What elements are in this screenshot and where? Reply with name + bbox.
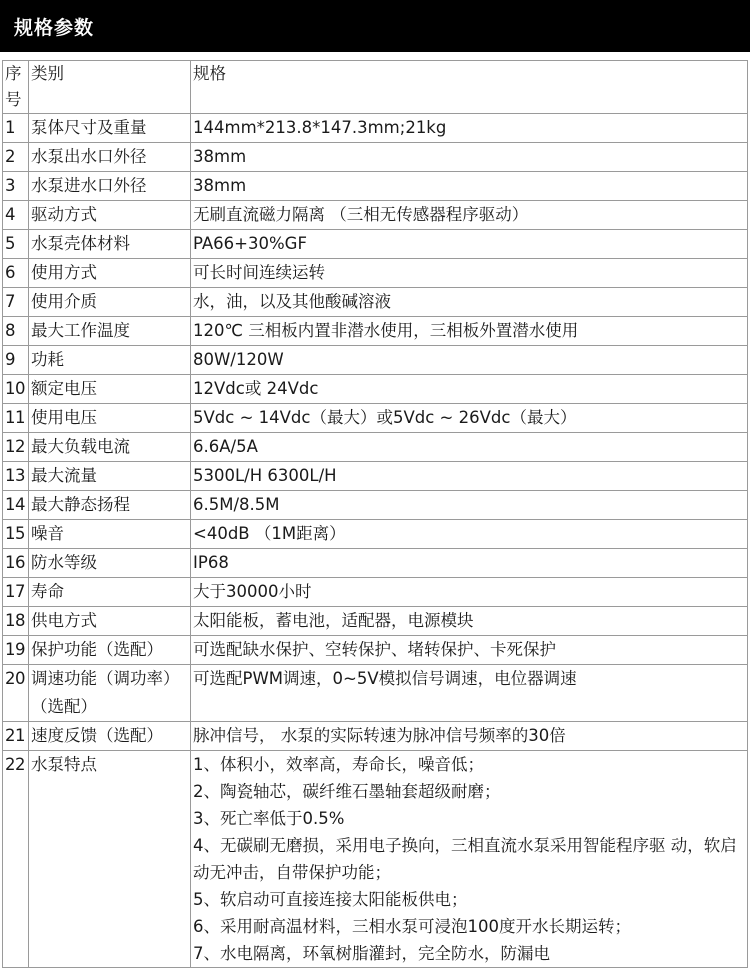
row-no: 9 [3, 346, 29, 375]
row-spec: IP68 [191, 549, 748, 578]
section-title: 规格参数 [14, 17, 95, 39]
row-category: 泵体尺寸及重量 [29, 114, 191, 143]
table-row [3, 201, 748, 230]
row-no: 17 [3, 578, 29, 607]
table-row [3, 288, 748, 317]
table-row [3, 404, 748, 433]
row-spec: 5Vdc ~ 14Vdc（最大）或5Vdc ~ 26Vdc（最大） [191, 404, 748, 433]
row-category: 最大静态扬程 [29, 491, 191, 520]
row-spec: 可长时间连续运转 [191, 259, 748, 288]
row-category: 驱动方式 [29, 201, 191, 230]
row-no: 16 [3, 549, 29, 578]
row-spec: 12Vdc或 24Vdc [191, 375, 748, 404]
row-no: 10 [3, 375, 29, 404]
table-row [3, 433, 748, 462]
table-row [3, 549, 748, 578]
row-no: 19 [3, 636, 29, 665]
feature-item: 2、陶瓷轴芯，碳纤维石墨轴套超级耐磨； [193, 782, 501, 801]
table-header-row [3, 61, 748, 114]
row-category: 防水等级 [29, 549, 191, 578]
row-spec: 脉冲信号， 水泵的实际转速为脉冲信号频率的30倍 [191, 722, 748, 751]
row-category: 最大工作温度 [29, 317, 191, 346]
header-category: 类别 [29, 61, 191, 114]
table-row [3, 636, 748, 665]
row-category: 保护功能（选配） [29, 636, 191, 665]
row-category: 最大负载电流 [29, 433, 191, 462]
row-category: 供电方式 [29, 607, 191, 636]
row-no: 14 [3, 491, 29, 520]
row-no: 8 [3, 317, 29, 346]
spec-table-body [3, 61, 748, 968]
header-no: 序号 [3, 61, 29, 114]
table-row [3, 491, 748, 520]
row-no: 4 [3, 201, 29, 230]
row-no: 15 [3, 520, 29, 549]
row-spec: 无刷直流磁力隔离 （三相无传感器程序驱动） [191, 201, 748, 230]
section-banner [0, 0, 750, 52]
row-no: 6 [3, 259, 29, 288]
row-spec: 太阳能板，蓄电池，适配器，电源模块 [191, 607, 748, 636]
row-category: 调速功能（调功率）（选配） [29, 665, 191, 722]
row-category: 最大流量 [29, 462, 191, 491]
feature-item: 1、体积小，效率高，寿命长，噪音低； [193, 755, 484, 774]
row-spec: PA66+30%GF [191, 230, 748, 259]
feature-item: 5、软启动可直接连接太阳能板供电； [193, 890, 468, 909]
table-row-features [3, 751, 748, 968]
spec-table [2, 60, 748, 968]
row-no: 12 [3, 433, 29, 462]
table-row [3, 578, 748, 607]
row-spec: 120℃ 三相板内置非潜水使用，三相板外置潜水使用 [191, 317, 748, 346]
row-spec: <40dB （1M距离） [191, 520, 748, 549]
feature-item: 4、无碳刷无磨损，采用电子换向，三相直流水泵采用智能程序驱 动，软启动无冲击，自带保护功能； [193, 836, 737, 882]
row-spec: 5300L/H 6300L/H [191, 462, 748, 491]
table-row [3, 520, 748, 549]
table-row [3, 722, 748, 751]
row-spec: 144mm*213.8*147.3mm;21kg [191, 114, 748, 143]
row-category: 功耗 [29, 346, 191, 375]
features-list [191, 751, 748, 968]
row-spec: 38mm [191, 172, 748, 201]
table-row [3, 317, 748, 346]
table-row [3, 607, 748, 636]
row-spec: 38mm [191, 143, 748, 172]
table-row [3, 114, 748, 143]
row-spec: 水，油，以及其他酸碱溶液 [191, 288, 748, 317]
row-no: 3 [3, 172, 29, 201]
spec-table-container [2, 60, 747, 968]
row-no: 20 [3, 665, 29, 722]
table-row [3, 665, 748, 722]
row-spec: 6.5M/8.5M [191, 491, 748, 520]
row-spec: 大于30000小时 [191, 578, 748, 607]
row-category: 噪音 [29, 520, 191, 549]
table-row [3, 230, 748, 259]
feature-item: 6、采用耐高温材料，三相水泵可浸泡100度开水长期运转； [193, 917, 631, 936]
row-category: 使用电压 [29, 404, 191, 433]
table-row [3, 346, 748, 375]
row-spec: 80W/120W [191, 346, 748, 375]
row-spec: 6.6A/5A [191, 433, 748, 462]
table-row [3, 172, 748, 201]
row-no: 21 [3, 722, 29, 751]
row-spec: 可选配缺水保护、空转保护、堵转保护、卡死保护 [191, 636, 748, 665]
table-row [3, 259, 748, 288]
row-category: 速度反馈（选配） [29, 722, 191, 751]
row-category: 水泵壳体材料 [29, 230, 191, 259]
table-row [3, 143, 748, 172]
row-category: 水泵进水口外径 [29, 172, 191, 201]
row-category: 寿命 [29, 578, 191, 607]
feature-item: 7、水电隔离，环氧树脂灌封，完全防水，防漏电 [193, 944, 550, 963]
row-category: 水泵出水口外径 [29, 143, 191, 172]
row-no: 2 [3, 143, 29, 172]
row-no: 7 [3, 288, 29, 317]
row-category: 使用方式 [29, 259, 191, 288]
row-spec: 可选配PWM调速，0~5V模拟信号调速，电位器调速 [191, 665, 748, 722]
table-row [3, 375, 748, 404]
table-row [3, 462, 748, 491]
row-no: 13 [3, 462, 29, 491]
row-category: 使用介质 [29, 288, 191, 317]
row-category: 水泵特点 [29, 751, 191, 968]
row-no: 18 [3, 607, 29, 636]
row-no: 5 [3, 230, 29, 259]
header-spec: 规格 [191, 61, 748, 114]
row-no: 22 [3, 751, 29, 968]
row-no: 11 [3, 404, 29, 433]
row-no: 1 [3, 114, 29, 143]
row-category: 额定电压 [29, 375, 191, 404]
feature-item: 3、死亡率低于0.5% [193, 809, 345, 828]
